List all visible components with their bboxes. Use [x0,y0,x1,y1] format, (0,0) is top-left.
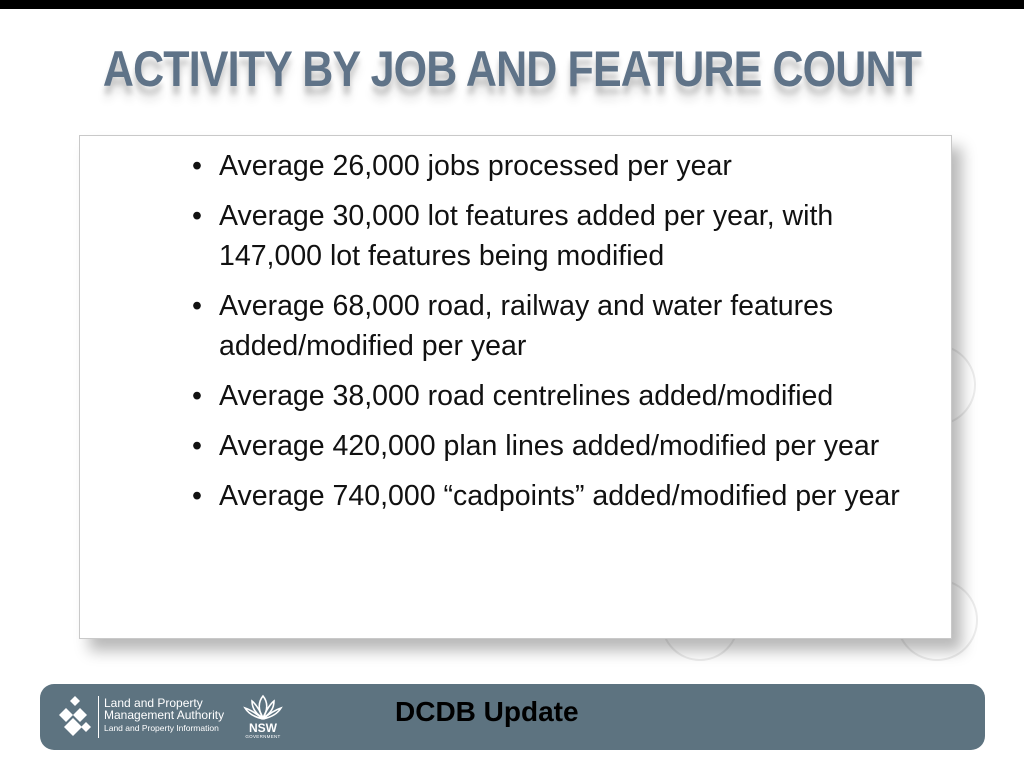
nsw-government-label: GOVERNMENT [245,734,281,739]
waratah-icon [240,692,286,722]
slide-title: ACTIVITY BY JOB AND FEATURE COUNT [102,41,922,97]
bullet-marker: • [192,150,202,182]
nsw-wordmark: NSW [249,721,277,735]
content-box [79,135,952,639]
bullet-item [192,146,940,186]
bullet-item [192,196,940,276]
nsw-government-logo [240,692,286,744]
bullet-text: Average 26,000 jobs processed per year [219,150,732,182]
footer-title: DCDB Update [395,696,579,727]
bullet-marker: • [192,480,202,512]
bullet-item [192,376,940,416]
bullet-text: Average 420,000 plan lines added/modified per year [219,430,880,462]
lpma-diamond-logo-icon [56,694,94,740]
org-name [104,697,224,734]
org-name-line3: Land and Property Information [104,723,219,733]
bullet-marker: • [192,430,202,462]
bullet-item [192,426,940,466]
bullet-item [192,476,940,516]
bullet-marker: • [192,200,202,232]
bullet-text: Average 30,000 lot features added per year, with 147,000 lot features being modified [219,200,834,272]
bullet-marker: • [192,290,202,322]
org-name-line1: Land and Property [104,696,203,710]
bullet-list [192,146,940,526]
bullet-text: Average 38,000 road centrelines added/modified [219,380,834,412]
footer-bar [40,684,985,750]
logo-divider [98,696,99,738]
bullet-item [192,286,940,366]
bullet-text: Average 740,000 “cadpoints” added/modified per year [219,480,900,512]
org-name-line2: Management Authority [104,708,225,722]
bullet-marker: • [192,380,202,412]
bullet-text: Average 68,000 road, railway and water features added/modified per year [219,290,834,362]
